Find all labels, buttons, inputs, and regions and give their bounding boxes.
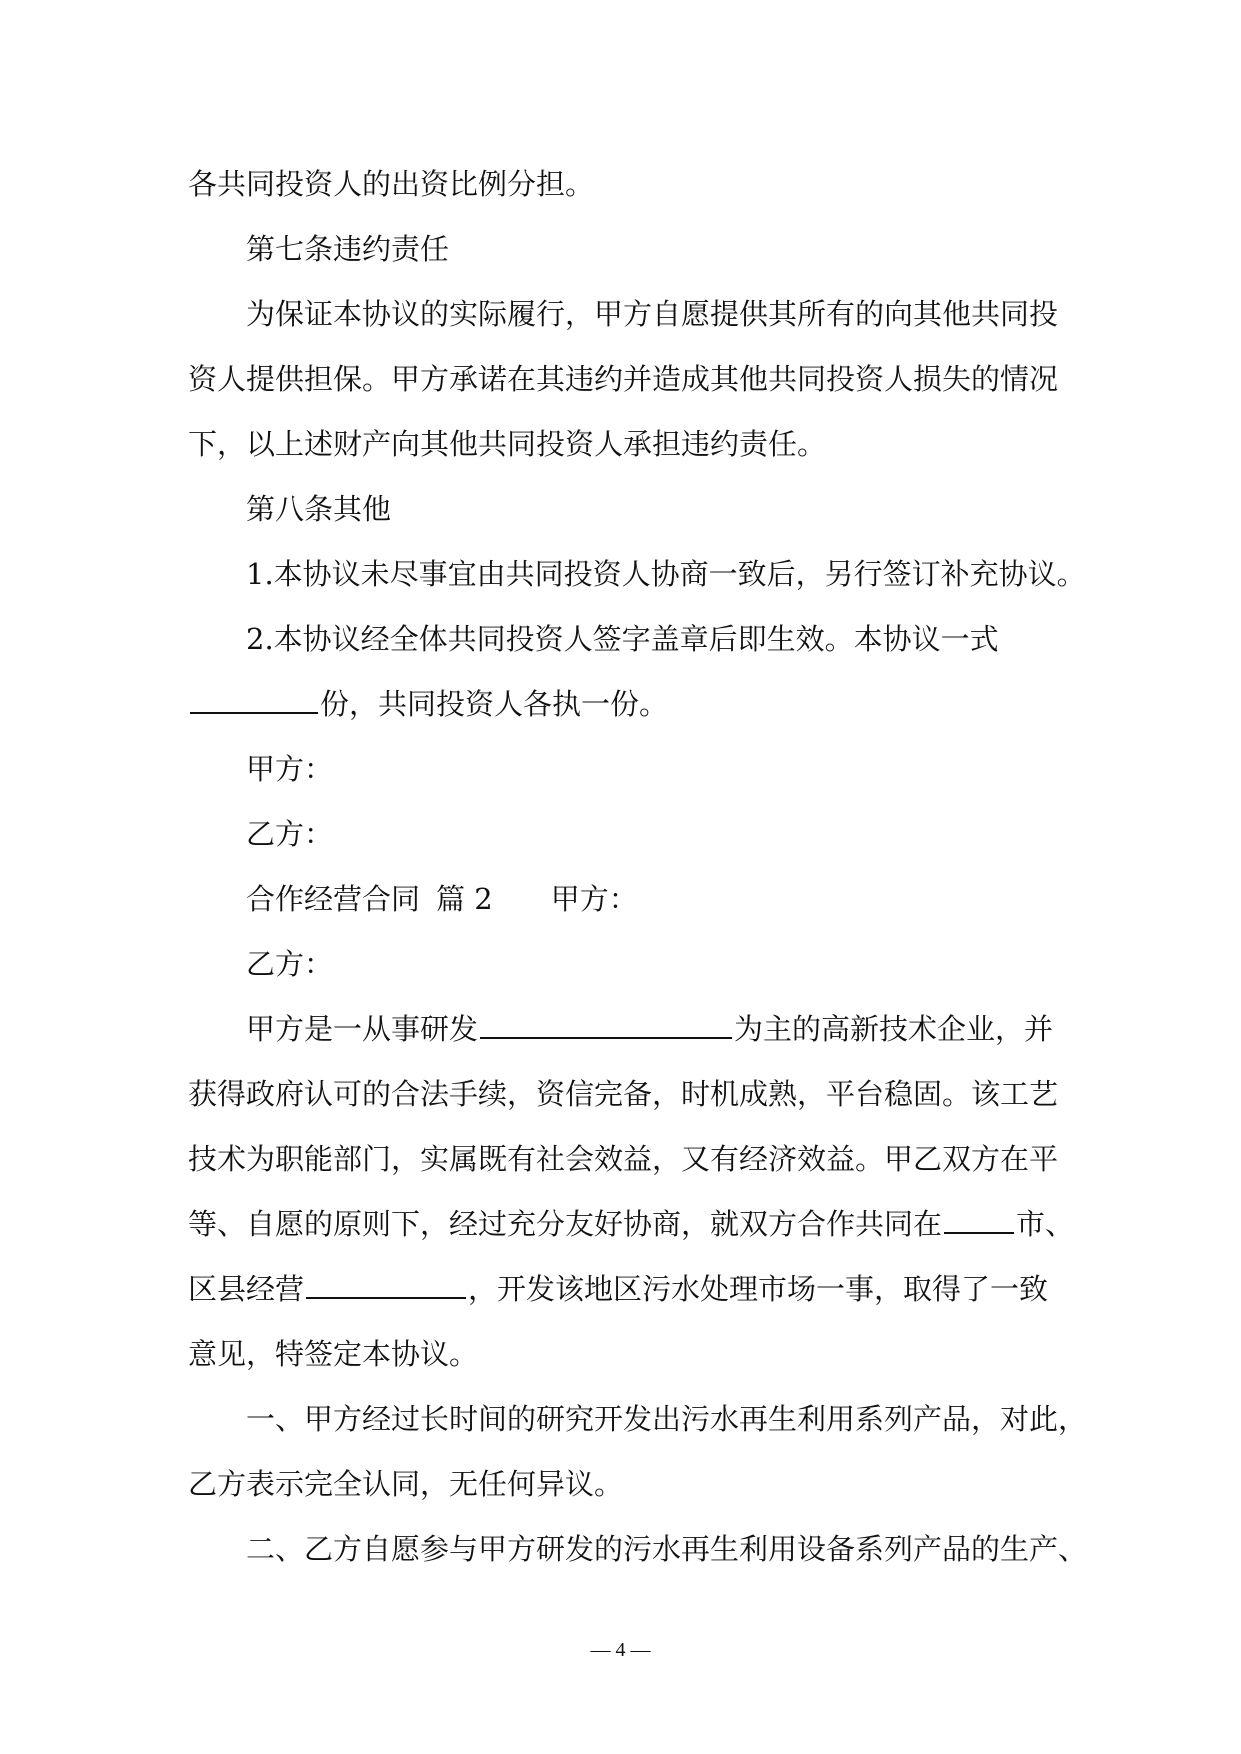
article-heading: 第七条违约责任: [246, 232, 450, 266]
section-title: 合作经营合同: [246, 882, 421, 916]
page-number: — 4 —: [590, 1639, 651, 1661]
signature-label: 乙方：: [246, 817, 334, 851]
text-line: [188, 1269, 1048, 1309]
section-heading: [246, 879, 638, 919]
text-line: 意见，特签定本协议。: [188, 1337, 479, 1371]
text-line: 资人提供担保。甲方承诺在其违约并造成其他共同投资人损失的情况: [188, 362, 1059, 396]
text-line: [188, 1204, 1074, 1244]
text-line: 2.本协议经全体共同投资人签字盖章后即生效。本协议一式: [246, 622, 999, 656]
text-segment: ，开发该地区污水处理市场一事，取得了一致: [468, 1272, 1049, 1306]
section-number: 篇 2: [436, 882, 493, 916]
text-line: 二、乙方自愿参与甲方研发的污水再生利用设备系列产品的生产、: [246, 1532, 1088, 1566]
text-segment: 区县经营: [188, 1272, 305, 1306]
fill-in-blank: [306, 1271, 466, 1299]
text-line: 为保证本协议的实际履行，甲方自愿提供其所有的向其他共同投: [246, 297, 1059, 331]
text-line: 技术为职能部门，实属既有社会效益，又有经济效益。甲乙双方在平: [188, 1142, 1059, 1176]
text-line: [246, 1009, 1053, 1049]
fill-in-blank: [480, 1011, 732, 1039]
text-line: 获得政府认可的合法手续，资信完备，时机成熟，平台稳固。该工艺: [188, 1077, 1059, 1111]
fill-in-blank: [944, 1206, 1014, 1234]
text-line: 一、甲方经过长时间的研究开发出污水再生利用系列产品，对此，: [246, 1402, 1088, 1436]
text-line: 各共同投资人的出资比例分担。: [188, 167, 595, 201]
signature-label: 甲方：: [246, 752, 334, 786]
fill-in-blank: [190, 686, 318, 714]
text-line: 乙方表示完全认同，无任何异议。: [188, 1467, 624, 1501]
text-segment: 市、: [1016, 1207, 1075, 1241]
text-line: [188, 684, 668, 724]
text-line: 下，以上述财产向其他共同投资人承担违约责任。: [188, 427, 827, 461]
text-segment: 等、自愿的原则下，经过充分友好协商，就双方合作共同在: [188, 1207, 943, 1241]
text-segment: 份，共同投资人各执一份。: [320, 687, 669, 721]
party-label: 乙方：: [246, 947, 334, 981]
text-segment: 甲方是一从事研发: [246, 1012, 479, 1046]
text-segment: 为主的高新技术企业，并: [734, 1012, 1054, 1046]
party-label: 甲方：: [550, 882, 638, 916]
text-line: 1.本协议未尽事宜由共同投资人协商一致后，另行签订补充协议。: [246, 557, 1086, 591]
article-heading: 第八条其他: [246, 492, 392, 526]
